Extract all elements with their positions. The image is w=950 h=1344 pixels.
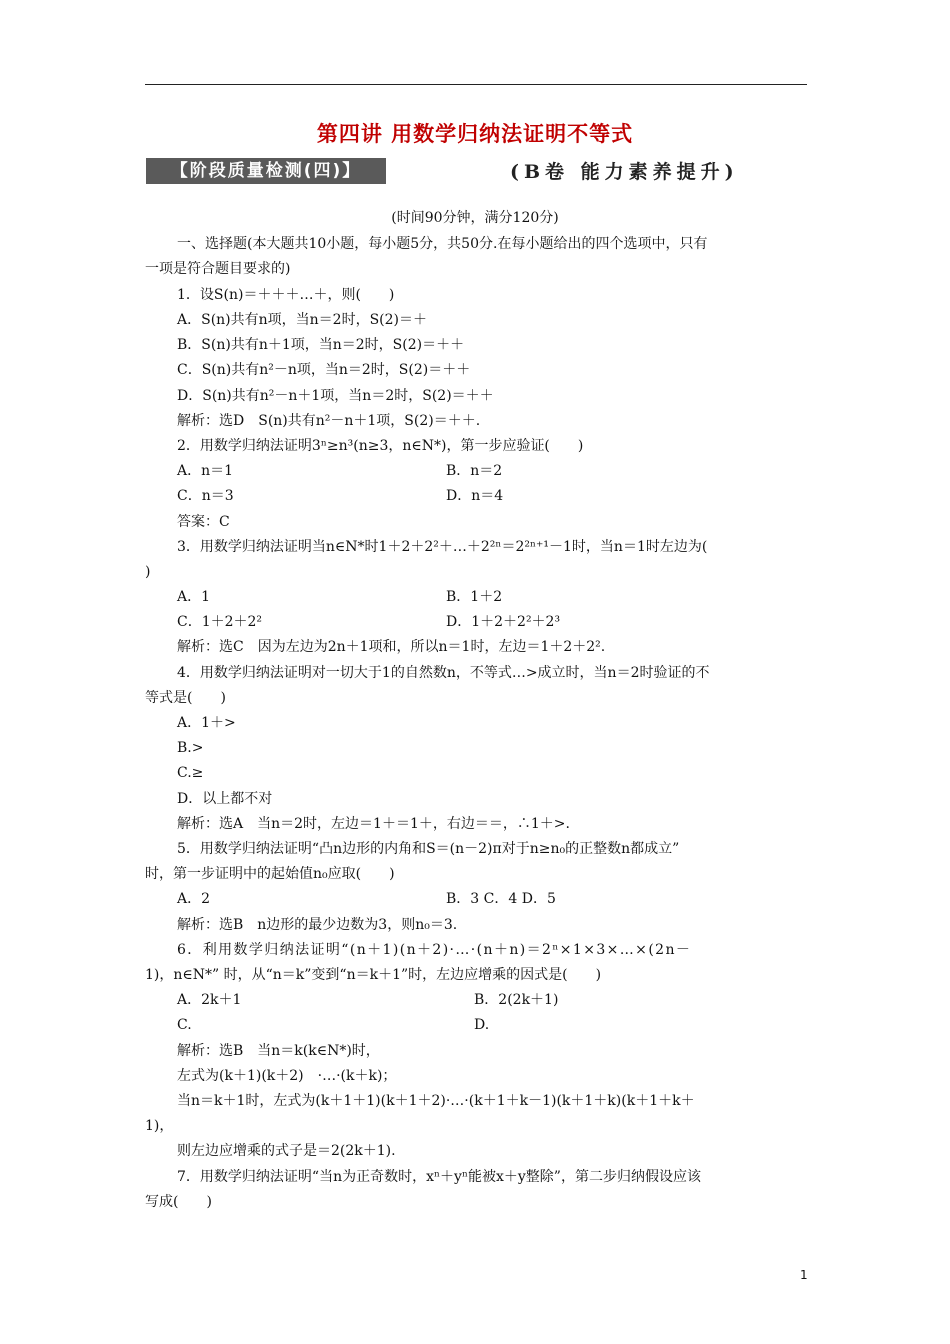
q4-option-a: A．1＋> [177, 715, 236, 731]
section-heading: 一、选择题(本大题共10小题，每小题5分，共50分.在每小题给出的四个选项中，只有 [177, 236, 708, 252]
q6-solution-1: 解析：选B 当n＝k(k∈N*)时， [177, 1043, 380, 1059]
page-number: 1 [800, 1268, 808, 1282]
question-3-cont: ) [145, 564, 151, 580]
q4-option-c: C.≥ [177, 765, 204, 781]
exam-info: (时间90分钟，满分120分) [391, 210, 559, 226]
section-heading-cont: 一项是符合题目要求的) [145, 261, 291, 277]
header-rule [145, 84, 807, 85]
q5-option-a: A．2 [177, 891, 211, 907]
q6-solution-2: 左式为(k＋1)(k＋2) ·…·(k＋k)； [177, 1068, 397, 1084]
question-6: 6．利用数学归纳法证明“(n＋1)(n＋2)·…·(n＋n)＝2ⁿ×1×3×…×(2n－ [177, 942, 692, 958]
q6-option-c: C. [177, 1017, 192, 1033]
section-tag: 【阶段质量检测(四)】 [146, 158, 386, 184]
question-5: 5．用数学归纳法证明“凸n边形的内角和S＝(n－2)π对于n≥n₀的正整数n都成立” [177, 841, 680, 857]
q2-option-b: B．n＝2 [446, 463, 503, 479]
q5-solution: 解析：选B n边形的最少边数为3，则n₀＝3. [177, 917, 458, 933]
q2-option-d: D．n＝4 [446, 488, 504, 504]
q3-option-b: B．1＋2 [446, 589, 503, 605]
question-7: 7．用数学归纳法证明“当n为正奇数时，xⁿ＋yⁿ能被x＋y整除”，第二步归纳假设应该 [177, 1169, 701, 1185]
q6-solution-5: 则左边应增乘的式子是＝2(2k＋1). [177, 1143, 396, 1159]
q2-option-c: C．n＝3 [177, 488, 234, 504]
q4-solution: 解析：选A 当n＝2时，左边＝1＋＝1＋，右边＝＝，∴1＋>. [177, 816, 570, 832]
question-6-cont: 1)，n∈N*” 时，从“n＝k”变到“n＝k＋1”时，左边应增乘的因式是( ) [145, 967, 602, 983]
question-2: 2．用数学归纳法证明3ⁿ≥n³(n≥3，n∈N*)，第一步应验证( ) [177, 438, 584, 454]
q3-option-d: D．1＋2＋2²＋2³ [446, 614, 561, 630]
q1-option-c: C．S(n)共有n²－n项，当n＝2时，S(2)＝＋＋ [177, 362, 471, 378]
q3-option-a: A．1 [177, 589, 211, 605]
q2-option-a: A．n＝1 [177, 463, 234, 479]
question-1: 1．设S(n)＝＋＋＋…＋，则( ) [177, 287, 395, 303]
q5-options-bcd: B．3 C．4 D．5 [446, 891, 556, 907]
question-3: 3．用数学归纳法证明当n∈N*时1＋2＋2²＋…＋2²ⁿ＝2²ⁿ⁺¹－1时，当n＝1时左边为( [177, 539, 708, 555]
q1-option-d: D．S(n)共有n²－n＋1项，当n＝2时，S(2)＝＋＋ [177, 388, 494, 404]
q2-answer: 答案：C [177, 514, 230, 530]
q6-solution-4: 1)， [145, 1118, 174, 1134]
q4-option-b: B.> [177, 740, 204, 756]
question-4-cont: 等式是( ) [145, 690, 226, 706]
page-title: 第四讲 用数学归纳法证明不等式 [316, 121, 634, 146]
q1-option-b: B．S(n)共有n＋1项，当n＝2时，S(2)＝＋＋ [177, 337, 465, 353]
q6-option-a: A．2k＋1 [177, 992, 242, 1008]
q6-option-b: B．2(2k＋1) [474, 992, 559, 1008]
question-4: 4．用数学归纳法证明对一切大于1的自然数n，不等式…>成立时，当n＝2时验证的不 [177, 665, 710, 681]
q6-option-d: D. [474, 1017, 490, 1033]
question-5-cont: 时，第一步证明中的起始值n₀应取( ) [145, 866, 395, 882]
question-7-cont: 写成( ) [145, 1194, 212, 1210]
q1-solution: 解析：选D S(n)共有n²－n＋1项，S(2)＝＋＋. [177, 413, 481, 429]
q3-solution: 解析：选C 因为左边为2n＋1项和，所以n＝1时，左边＝1＋2＋2². [177, 639, 606, 655]
q1-option-a: A．S(n)共有n项，当n＝2时，S(2)＝＋ [177, 312, 428, 328]
volume-label: (B卷 能力素养提升) [510, 161, 739, 183]
q6-solution-3: 当n＝k＋1时，左式为(k＋1＋1)(k＋1＋2)·…·(k＋1＋k－1)(k＋1＋k)(k＋1＋k＋ [177, 1093, 695, 1109]
q3-option-c: C．1＋2＋2² [177, 614, 263, 630]
q4-option-d: D．以上都不对 [177, 791, 273, 807]
